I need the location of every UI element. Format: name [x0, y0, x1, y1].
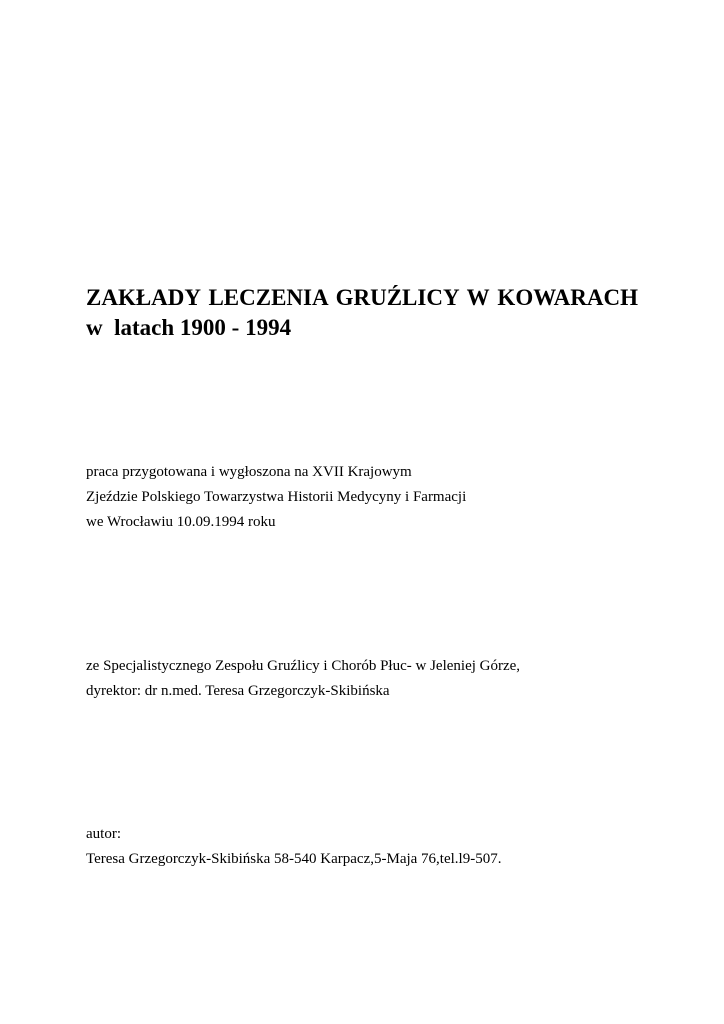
presentation-note-line: we Wrocławiu 10.09.1994 roku [86, 514, 276, 530]
institution-note [86, 654, 646, 704]
title-line-1: ZAKŁADY LECZENIA GRUŹLICY W KOWARACH [86, 285, 638, 310]
presentation-note-line: Zjeździe Polskiego Towarzystwa Historii Medycyny i Farmacji [86, 489, 467, 505]
presentation-note-line: praca przygotowana i wygłoszona na XVII Krajowym [86, 464, 412, 480]
institution-line: ze Specjalistycznego Zespołu Gruźlicy i Chorób Płuc- w Jeleniej Górze, [86, 658, 521, 674]
author-details: Teresa Grzegorczyk-Skibińska 58-540 Karpacz,5-Maja 76,tel.l9-507. [86, 851, 502, 867]
title-line-2: w latach 1900 - 1994 [86, 315, 292, 340]
author-block [86, 822, 646, 872]
director-line: dyrektor: dr n.med. Teresa Grzegorczyk-Skibińska [86, 683, 390, 699]
document-title [86, 283, 638, 343]
author-label: autor: [86, 826, 121, 842]
presentation-note [86, 460, 646, 535]
